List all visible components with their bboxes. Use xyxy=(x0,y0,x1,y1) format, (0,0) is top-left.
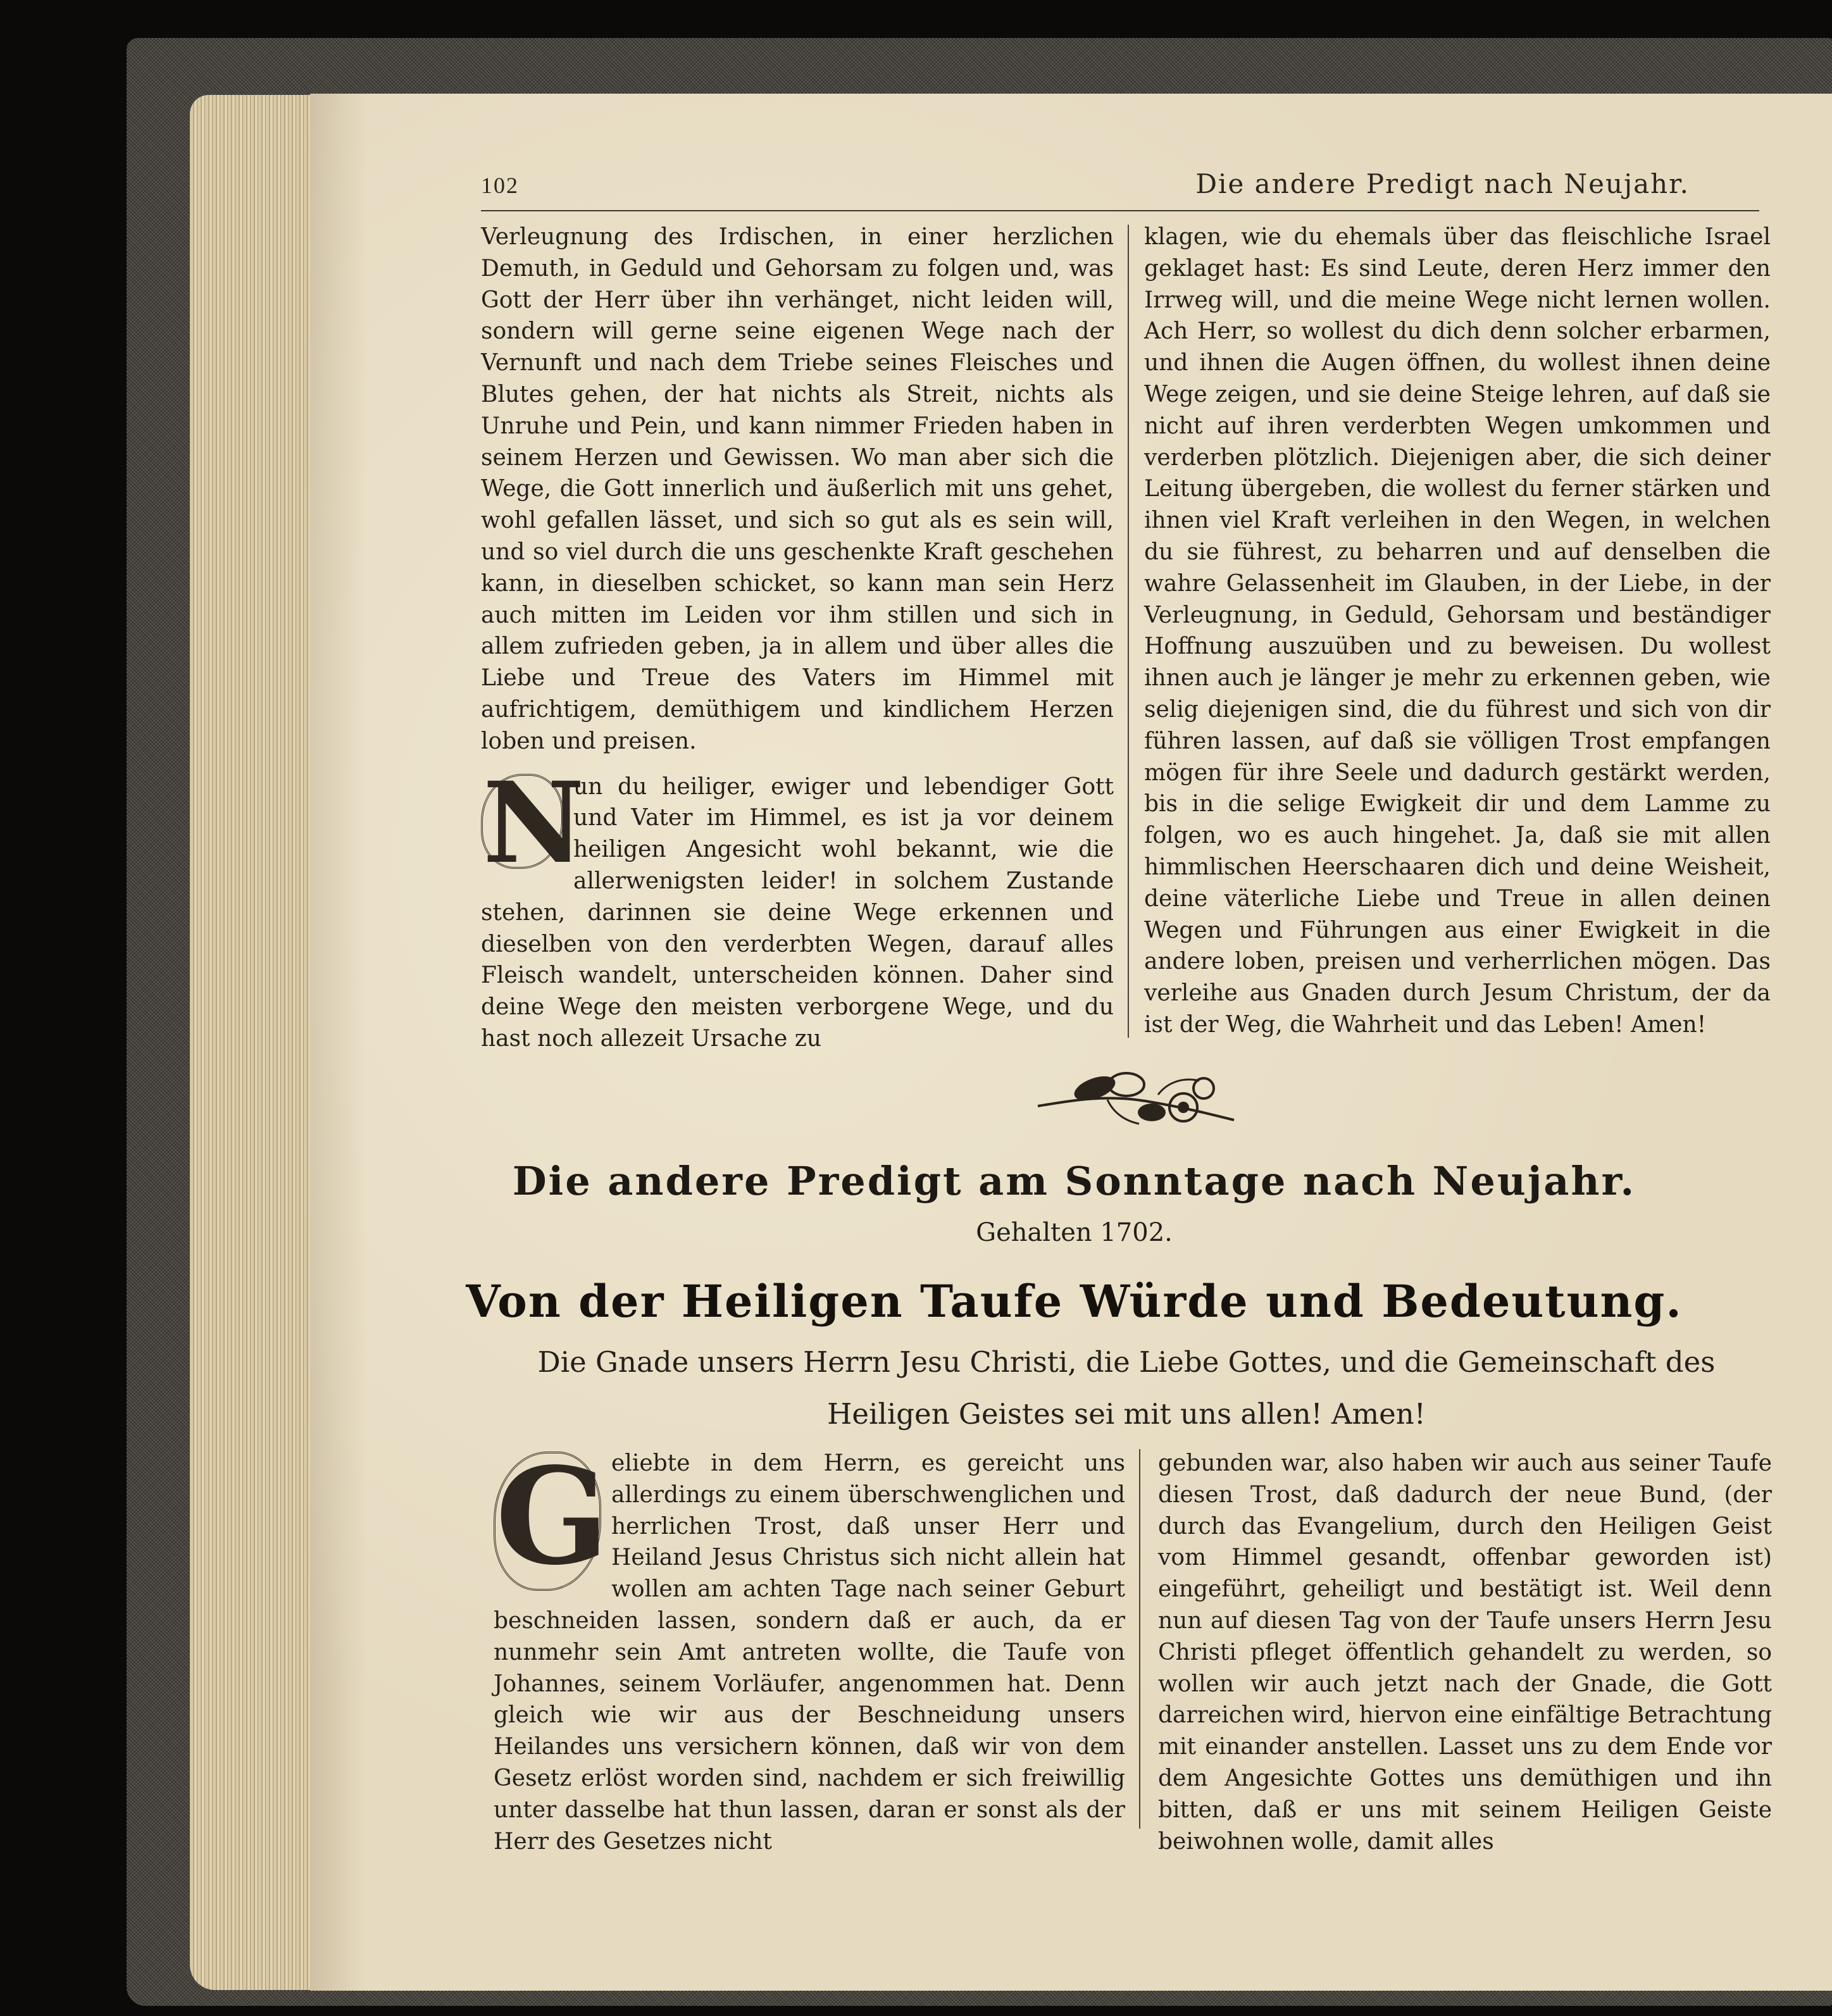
column-divider xyxy=(1128,225,1129,1038)
page-header xyxy=(481,166,1759,211)
held-date: Gehalten 1702. xyxy=(976,1218,1173,1247)
prayer-paragraph xyxy=(481,757,1114,1055)
ornamental-initial-n: N xyxy=(481,774,563,869)
column-divider xyxy=(1139,1449,1140,1829)
blessing: Die Gnade unsers Herrn Jesu Christi, die Liebe Gottes, und die Gemeinschaft des Heiligen Geistes sei mit uns allen! Amen! xyxy=(537,1345,1716,1431)
paragraph: gebunden war, also haben wir auch aus seiner Taufe diesen Trost, daß dadurch der neue Bund, (der durch das Evangelium, durch den Heiligen Geist vom Himmel gesandt, offenbar geworden ist) eingeführt, geheiligt und bestätigt ist. Weil denn nun auf diesen Tag von der Taufe unsers Herrn Jesu Christi pfleget öffentlich gehandelt zu werden, so wollen wir auch jetzt nach der Gnade, die Gott darreichen wird, hiervon eine einfältige Betrachtung mit einander anstellen. Lasset uns zu dem Ende vor dem Angesichte Gottes uns demüthigen und ihn bitten, daß er uns mit seinem Heiligen Geiste beiwohnen wolle, damit alles xyxy=(1158,1450,1772,1855)
sermon-opening xyxy=(494,1438,1125,1857)
ornamental-initial-g: G xyxy=(494,1452,601,1591)
top-right-column xyxy=(1144,221,1771,1041)
page-edges xyxy=(190,95,316,1990)
page-number: 102 xyxy=(481,173,519,198)
floral-vignette-icon xyxy=(1031,1063,1240,1133)
bottom-right-column xyxy=(1158,1448,1772,1857)
prayer-text: un du heiliger, ewiger und lebendiger Gott und Vater im Himmel, es ist ja vor deinem heiligen Angesicht wohl bekannt, wie die allerwenigsten leider! in solchem Zustande stehen, darinnen sie deine Wege erkennen und dieselben von den verderbten Wegen, darauf alles Fleisch wandelt, unterscheiden können. Daher sind deine Wege den meisten verborgene Wege, und du hast noch allezeit Ursache zu xyxy=(481,773,1114,1052)
paragraph: Verleugnung des Irdischen, in einer herzlichen Demuth, in Geduld und Gehorsam zu folgen und, was Gott der Herr über ihn verhänget, nicht leiden will, sondern will gerne seine eigenen Wege nach der Vernunft und nach dem Triebe seines Fleisches und Blutes gehen, der hat nichts als Streit, nichts als Unruhe und Pein, und kann nimmer Frieden haben in seinem Herzen und Gewissen. Wo man aber sich die Wege, die Gott innerlich und äußerlich mit uns gehet, wohl gefallen lässet, und sich so gut als es sein will, und so viel durch die uns geschenkte Kraft geschehen kann, in dieselben schicket, so kann man sein Herz auch mitten im Leiden vor ihm stillen und sich in allem zufrieden geben, ja in allem und über alles die Liebe und Treue des Vaters im Himmel mit aufrichtigem, demüthigem und kindlichem Herzen loben und preisen. xyxy=(481,224,1114,754)
sermon-subject: Von der Heiligen Taufe Würde und Bedeutung. xyxy=(466,1275,1683,1328)
bottom-left-column xyxy=(494,1438,1125,1857)
running-head: Die andere Predigt nach Neujahr. xyxy=(1195,168,1690,199)
sermon-opening-text: eliebte in dem Herrn, es gereicht uns allerdings zu einem überschwenglichen und herrlichen Trost, daß unser Herr und Heiland Jesus Christus sich nicht allein hat wollen am achten Tage nach seiner Geburt beschneiden lassen, sondern daß er auch, da er nunmehr sein Amt antreten wollte, die Taufe von Johannes, seinem Vorläufer, angenommen hat. Denn gleich wie wir aus der Beschneidung unsers Heilandes uns versichern können, daß wir von dem Gesetz erlöst worden sind, nachdem er sich freiwillig unter dasselbe hat thun lassen, daran er sonst als der Herr des Gesetzes nicht xyxy=(494,1450,1125,1855)
paragraph: klagen, wie du ehemals über das fleischliche Israel geklaget hast: Es sind Leute, deren Herz immer den Irrweg will, und die meine Wege nicht lernen wollen. Ach Herr, so wollest du dich denn solcher erbarmen, und ihnen die Augen öffnen, du wollest ihnen deine Wege zeigen, und sie deine Steige lehren, auf daß sie nicht auf ihren verderbten Wegen umkommen und verderben plötzlich. Diejenigen aber, die sich deiner Leitung übergeben, die wollest du ferner stärken und ihnen viel Kraft verleihen in den Wegen, in welchen du sie führest, zu beharren und auf denselben die wahre Gelassenheit im Glauben, in der Liebe, in der Verleugnung, in Geduld, Gehorsam und beständiger Hoffnung auszuüben und zu beweisen. Du wollest ihnen auch je länger je mehr zu erkennen geben, wie selig diejenigen sind, die du führest und sich von dir führen lassen, auf daß sie völligen Trost empfangen mögen für ihre Seele und dadurch gestärkt werden, bis in die selige Ewigkeit dir und dem Lamme zu folgen, wo es auch hingehet. Ja, daß sie mit allen himmlischen Heerschaaren dich und deine Weisheit, deine väterliche Liebe und Treue in allen deinen Wegen und Führungen aus einer Ewigkeit in die andere loben, preisen und verherrlichen mögen. Das verleihe aus Gnaden durch Jesum Christum, der da ist der Weg, die Wahrheit und das Leben! Amen! xyxy=(1144,224,1771,1038)
sermon-heading: Die andere Predigt am Sonntage nach Neujahr. xyxy=(512,1158,1636,1204)
top-left-column xyxy=(481,221,1114,1055)
